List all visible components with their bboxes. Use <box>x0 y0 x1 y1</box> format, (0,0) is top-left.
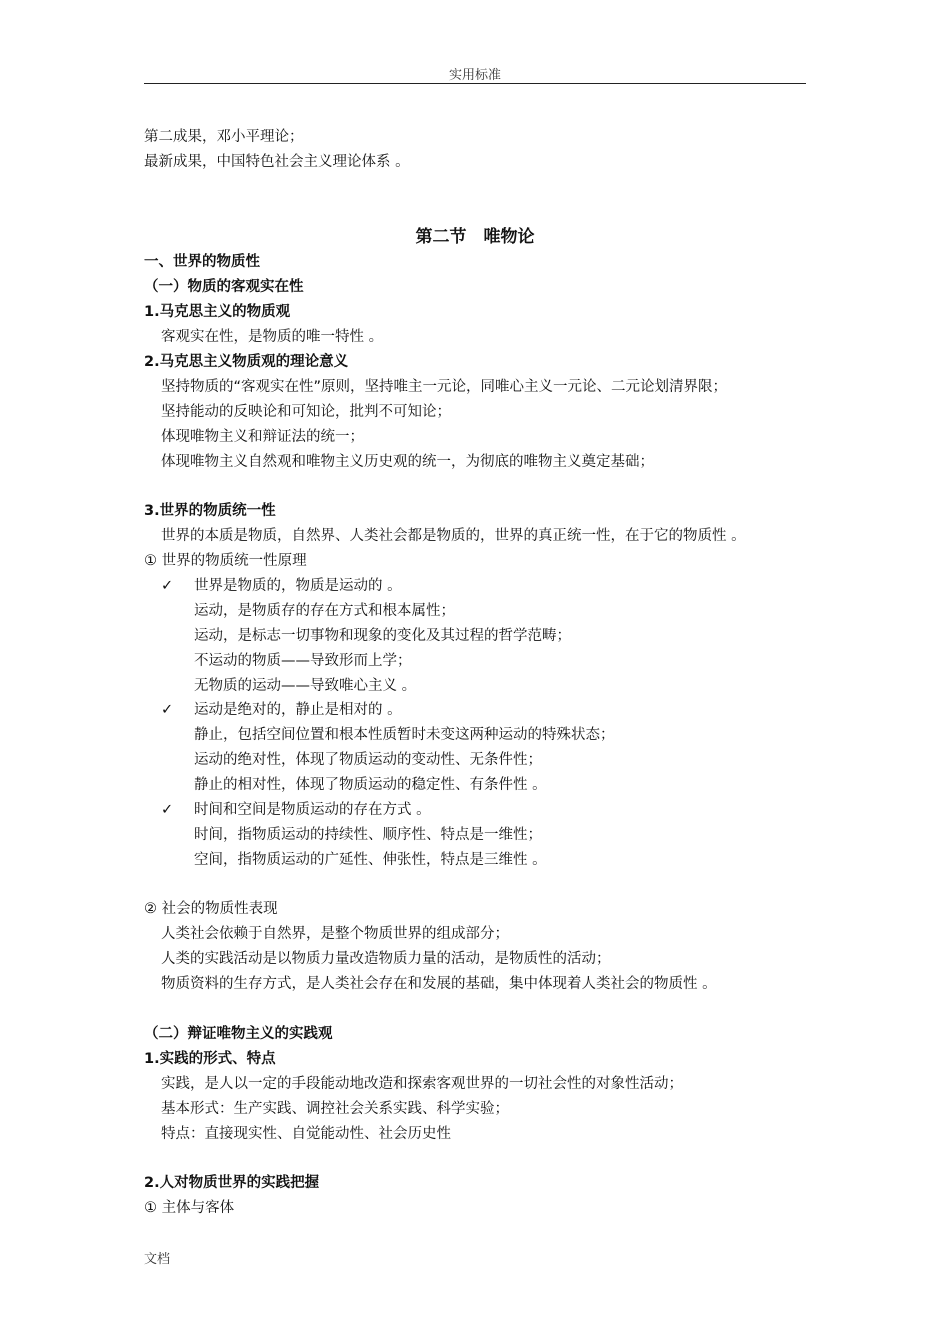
page-header: 实用标准 <box>448 68 501 83</box>
bullet-3-item: 时间，指物质运动的持续性、顺序性、特点是一维性； <box>194 827 542 843</box>
point-1-text: 客观实在性，是物质的唯一特性 。 <box>161 329 384 345</box>
section-title: 第二节 唯物论 <box>415 227 535 247</box>
subheading-2: （二）辩证唯物主义的实践观 <box>144 1026 333 1042</box>
check-icon: ✓ <box>161 702 174 718</box>
page-footer: 文档 <box>144 1252 171 1267</box>
point-2-item: 体现唯物主义和辩证法的统一； <box>161 429 364 445</box>
practice-1-item: 基本形式：生产实践、调控社会关系实践、科学实验； <box>161 1101 509 1117</box>
circle-2-title: ② 社会的物质性表现 <box>144 901 278 917</box>
circle-2-item: 人类社会依赖于自然界，是整个物质世界的组成部分； <box>161 926 509 942</box>
bullet-2-item: 静止的相对性，体现了物质运动的稳定性、有条件性 。 <box>194 777 547 793</box>
point-3-title: 3.世界的物质统一性 <box>144 503 276 519</box>
bullet-3: 时间和空间是物质运动的存在方式 。 <box>194 802 431 818</box>
check-icon: ✓ <box>161 802 174 818</box>
bullet-1-item: 运动，是物质存的存在方式和根本属性； <box>194 603 455 619</box>
point-3-text: 世界的本质是物质，自然界、人类社会都是物质的，世界的真正统一性，在于它的物质性 。 <box>161 528 746 544</box>
circle-2-item: 物质资料的生存方式，是人类社会存在和发展的基础，集中体现着人类社会的物质性 。 <box>161 976 717 992</box>
point-1-title: 1.马克思主义的物质观 <box>144 304 291 320</box>
heading-1: 一、世界的物质性 <box>144 254 260 270</box>
practice-1-item: 实践，是人以一定的手段能动地改造和探索客观世界的一切社会性的对象性活动； <box>161 1076 683 1092</box>
header-rule <box>144 83 806 84</box>
practice-1-title: 1.实践的形式、特点 <box>144 1051 276 1067</box>
point-2-item: 坚持物质的“客观实在性”原则，坚持唯主一元论，同唯心主义一元论、二元论划清界限； <box>161 379 728 395</box>
point-2-title: 2.马克思主义物质观的理论意义 <box>144 354 349 370</box>
bullet-3-item: 空间，指物质运动的广延性、伸张性，特点是三维性 。 <box>194 852 547 868</box>
bullet-2: 运动是绝对的，静止是相对的 。 <box>194 702 402 718</box>
practice-2-circle-1: ① 主体与客体 <box>144 1200 235 1216</box>
circle-2-item: 人类的实践活动是以物质力量改造物质力量的活动，是物质性的活动； <box>161 951 611 967</box>
bullet-2-item: 静止，包括空间位置和根本性质暂时未变这两种运动的特殊状态； <box>194 727 615 743</box>
bullet-1-item: 运动，是标志一切事物和现象的变化及其过程的哲学范畴； <box>194 628 571 644</box>
intro-line-2: 最新成果，中国特色社会主义理论体系 。 <box>144 154 410 170</box>
practice-1-item: 特点：直接现实性、自觉能动性、社会历史性 <box>161 1126 451 1142</box>
point-2-item: 坚持能动的反映论和可知论，批判不可知论； <box>161 404 451 420</box>
circle-1-title: ① 世界的物质统一性原理 <box>144 553 307 569</box>
bullet-1: 世界是物质的，物质是运动的 。 <box>194 578 402 594</box>
subheading-1: （一）物质的客观实在性 <box>144 279 304 295</box>
bullet-2-item: 运动的绝对性，体现了物质运动的变动性、无条件性； <box>194 752 542 768</box>
bullet-1-item: 不运动的物质——导致形而上学； <box>194 653 412 669</box>
intro-line-1: 第二成果，邓小平理论； <box>144 129 304 145</box>
practice-2-title: 2.人对物质世界的实践把握 <box>144 1175 320 1191</box>
bullet-1-item: 无物质的运动——导致唯心主义 。 <box>194 678 417 694</box>
check-icon: ✓ <box>161 578 174 594</box>
point-2-item: 体现唯物主义自然观和唯物主义历史观的统一，为彻底的唯物主义奠定基础； <box>161 454 654 470</box>
